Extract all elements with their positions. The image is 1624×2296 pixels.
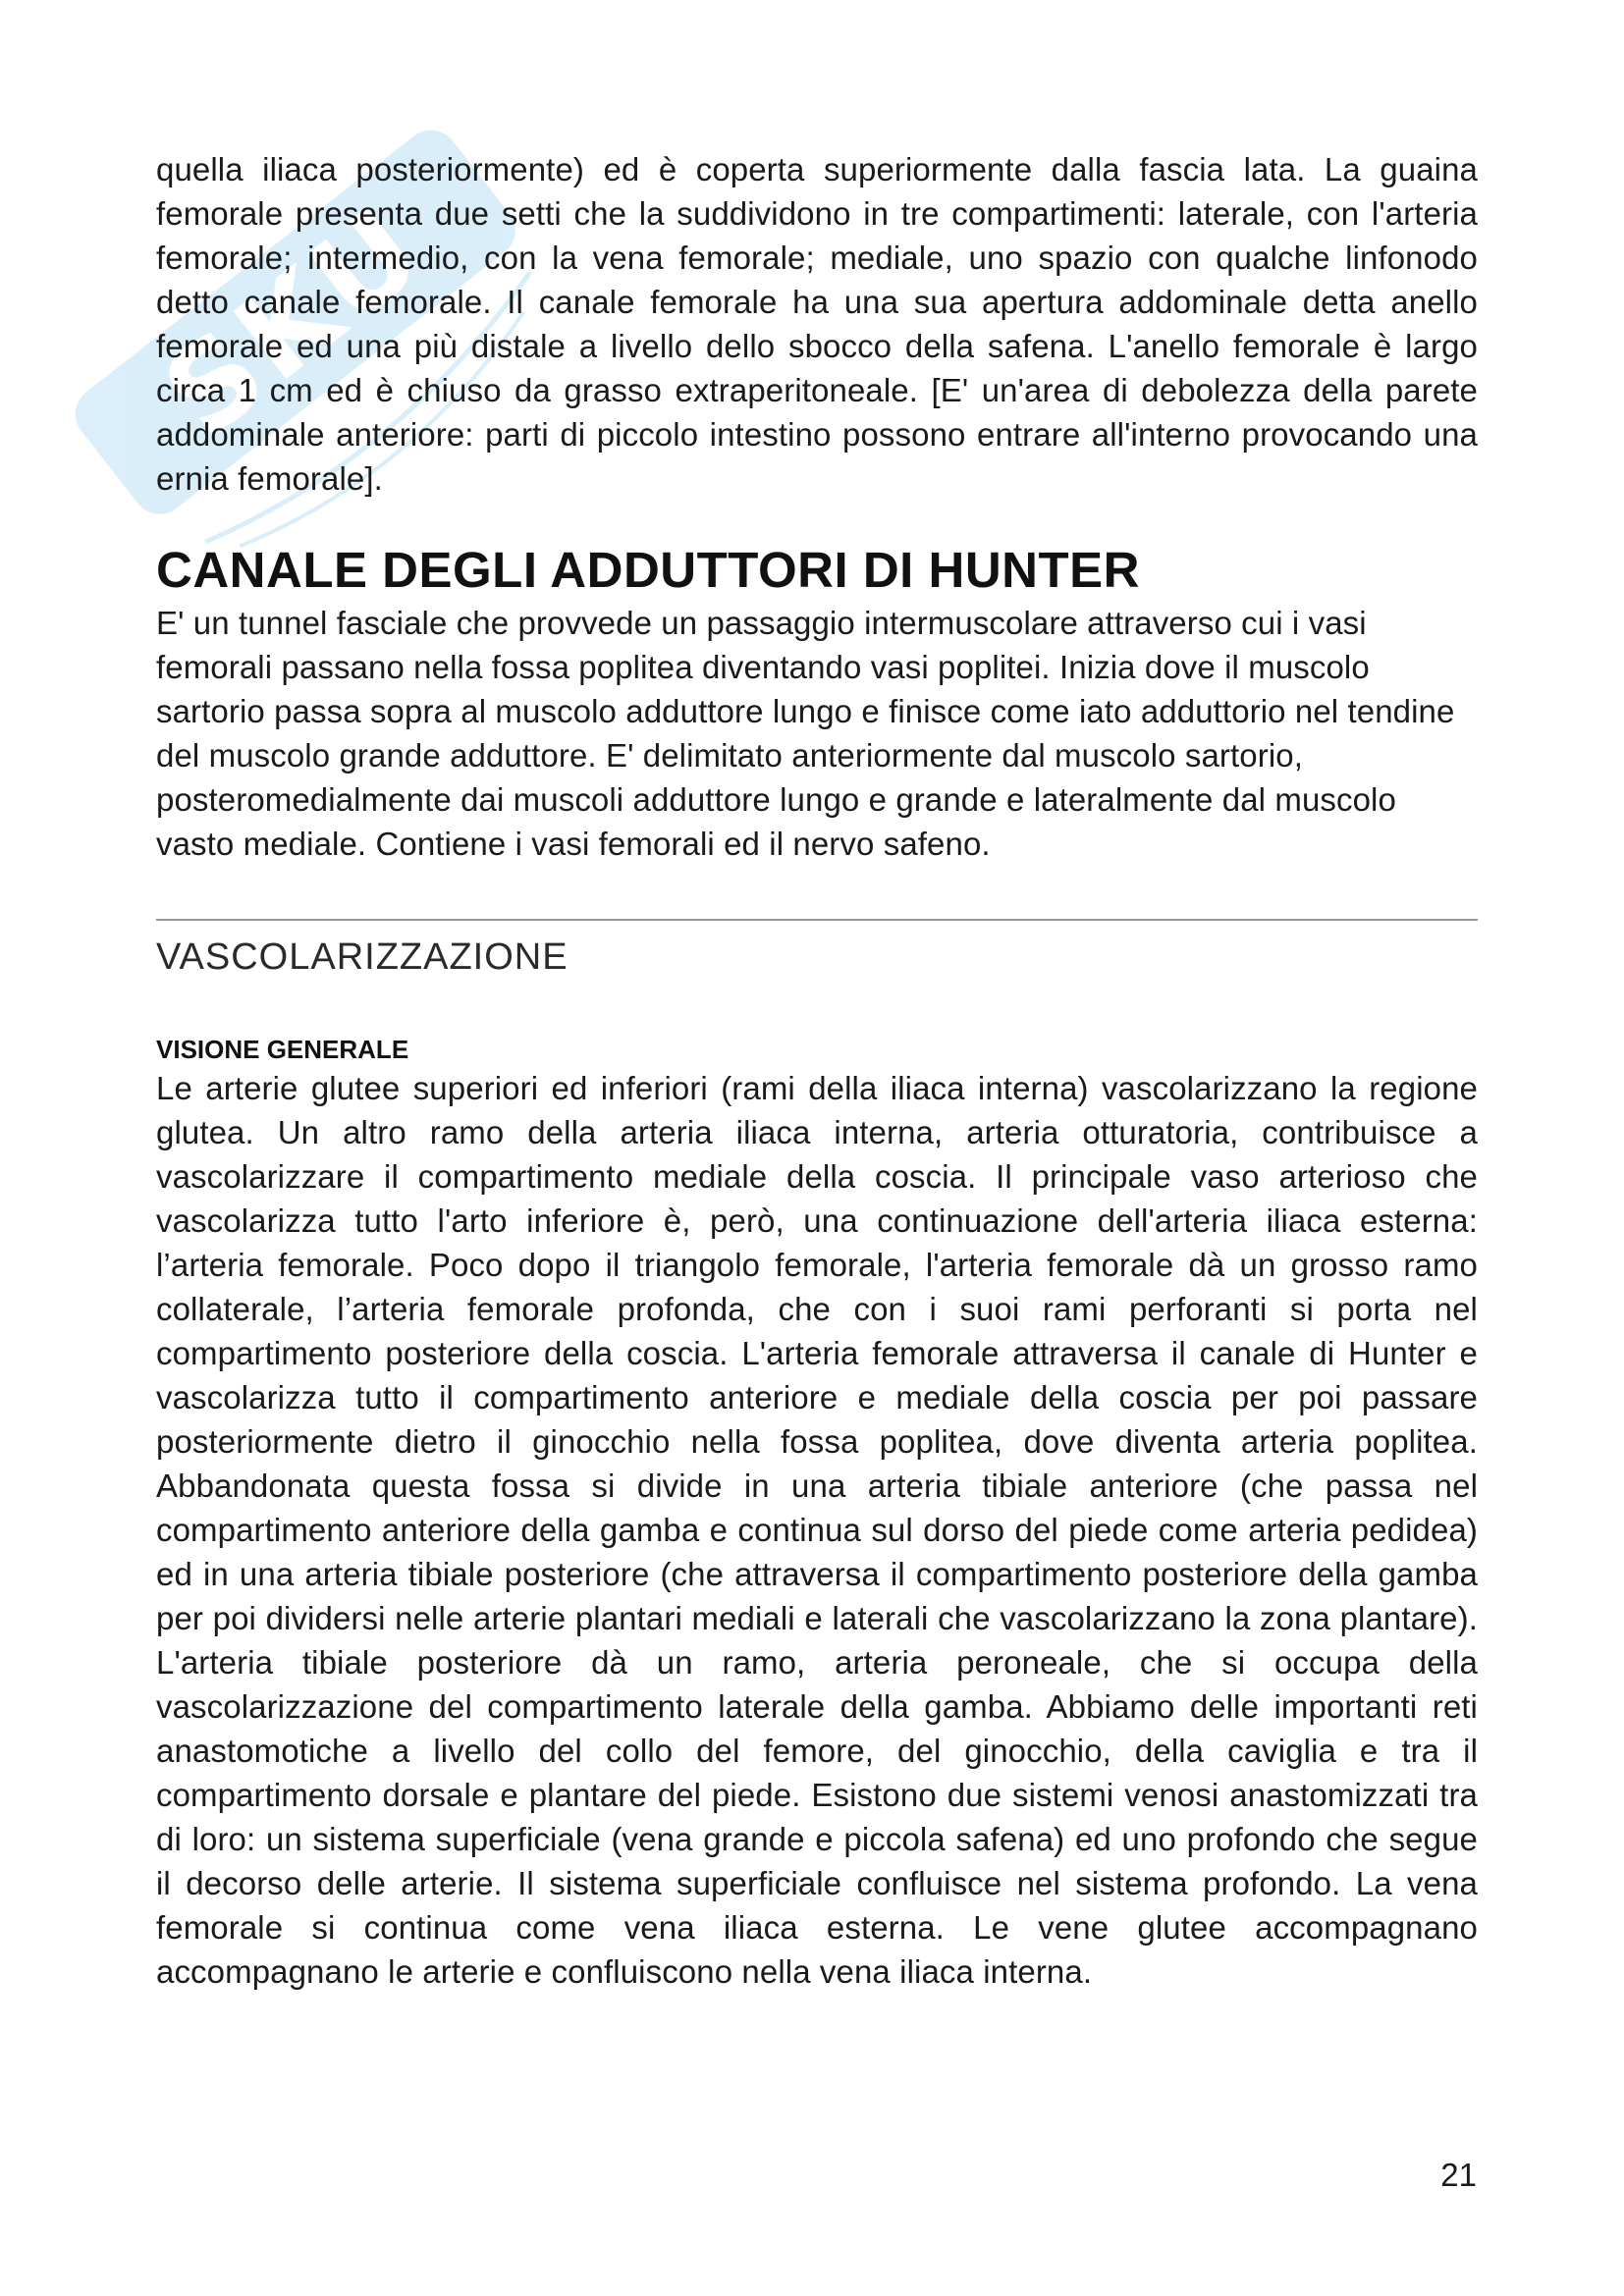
- section-divider: [156, 919, 1478, 921]
- subsection-heading: VISIONE GENERALE: [156, 1035, 409, 1064]
- continuation-paragraph: quella iliaca posteriormente) ed è coperta superiormente dalla fascia lata. La guaina femorale presenta due setti che la suddividono in tre compartimenti: laterale, con l'arteria femorale; intermedio, con la vena femorale; mediale, uno spazio con qualche linfonodo detto canale femorale. Il canale femorale ha una sua apertura addominale detta anello femorale ed una più distale a livello dello sbocco della safena. L'anello femorale è largo circa 1 cm ed è chiuso da grasso extraperitoneale. [E' un'area di debolezza della parete addominale anteriore: parti di piccolo intestino possono entrare all'interno provocando una ernia femorale].: [156, 151, 1478, 497]
- subsection-paragraph: Le arterie glutee superiori ed inferiori (rami della iliaca interna) vascolarizzano la regione glutea. Un altro ramo della arteria iliaca interna, arteria otturatoria, contribuisce a vascolarizzare il compartimento mediale della coscia. Il principale vaso arterioso che vascolarizza tutto l'arto inferiore è, però, una continuazione dell'arteria iliaca esterna: l’arteria femorale. Poco dopo il triangolo femorale, l'arteria femorale dà un grosso ramo collaterale, l’arteria femorale profonda, che con i suoi rami perforanti si porta nel compartimento posteriore della coscia. L'arteria femorale attraversa il canale di Hunter e vascolarizza tutto il compartimento anteriore e mediale della coscia per poi passare posteriormente dietro il ginocchio nella fossa poplitea, dove diventa arteria poplitea. Abbandonata questa fossa si divide in una arteria tibiale anteriore (che passa nel compartimento anteriore della gamba e continua sul dorso del piede come arteria pedidea) ed in una arteria tibiale posteriore (che attraversa il compartimento posteriore della gamba per poi dividersi nelle arterie plantari mediali e laterali che vascolarizzano la zona plantare). L'arteria tibiale posteriore dà un ramo, arteria peroneale, che si occupa della vascolarizzazione del compartimento laterale della gamba. Abbiamo delle importanti reti anastomotiche a livello del collo del femore, del ginocchio, della caviglia e tra il compartimento dorsale e plantare del piede. Esistono due sistemi venosi anastomizzati tra di loro: un sistema superficiale (vena grande e piccola safena) ed uno profondo che segue il decorso delle arterie. Il sistema superficiale confluisce nel sistema profondo. La vena femorale si continua come vena iliaca esterna. Le vene glutee accompagnano accompagnano le arterie e confluiscono nella vena iliaca interna.: [156, 1070, 1478, 1990]
- page-content: [156, 147, 1478, 1994]
- svg-text:SKU: SKU: [139, 179, 451, 464]
- section-title: CANALE DEGLI ADDUTTORI DI HUNTER: [156, 542, 1140, 598]
- subsection-title: VASCOLARIZZAZIONE: [156, 936, 568, 978]
- section-paragraph: E' un tunnel fasciale che provvede un passaggio intermuscolare attraverso cui i vasi femorali passano nella fossa poplitea diventando vasi poplitei. Inizia dove il muscolo sartorio passa sopra al muscolo adduttore lungo e finisce come iato adduttorio nel tendine del muscolo grande adduttore. E' delimitato anteriormente dal muscolo sartorio, posteromedialmente dai muscoli adduttore lungo e grande e lateralmente dal muscolo vasto mediale. Contiene i vasi femorali ed il nervo safeno.: [156, 605, 1455, 862]
- page-number: 21: [1440, 2157, 1477, 2193]
